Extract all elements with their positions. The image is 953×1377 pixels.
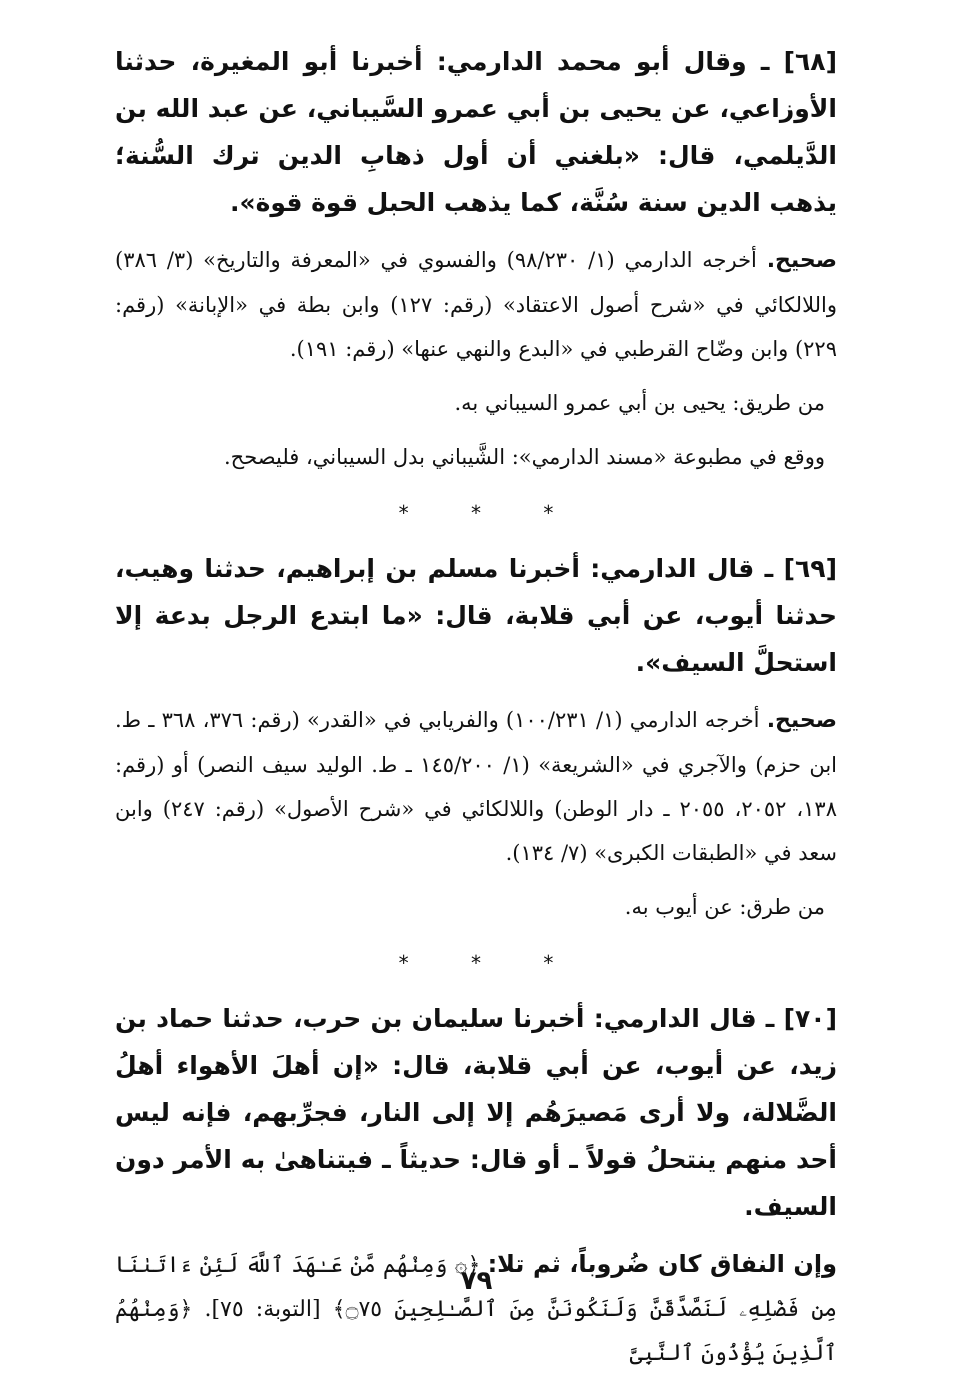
page-number: ٧٩: [460, 1266, 493, 1296]
hadith-68-correction-note: ووقع في مطبوعة «مسند الدارمي»: الشَّيباني بدل السيباني، فليصحح.: [224, 445, 825, 469]
hadith-70-text: [٧٠] ـ قال الدارمي: أخبرنا سليمان بن حرب، حدثنا حماد بن زيد، عن أيوب، عن أبي قلابة، قال: «إن أهلَ الأهواء أهلُ الضَّلالة، ولا أرى مَصيرَهُم إلا إلى النار، فجرِّبهم، فإنه ليس أحد منهم ينتحلُ قولاً ـ أو قال: حديثاً ـ فيتناهىٰ به الأمر دون السيف.: [115, 1004, 837, 1221]
hadith-69-text: [٦٩] ـ قال الدارمي: أخبرنا مسلم بن إبراهيم، حدثنا وهيب، حدثنا أيوب، عن أبي قلابة، قال: «ما ابتدع الرجل بدعة إلا استحلَّ السيف».: [115, 554, 837, 677]
section-separator: * * *: [398, 951, 582, 975]
quran-ayah-2: ﴿وَمِنْهُمُ ٱلَّذِينَ يُؤْذُونَ ٱلنَّبِىَّ: [115, 1297, 837, 1366]
verse-lead-text: وإن النفاق كان ضُروباً، ثم تلا:: [487, 1250, 837, 1278]
hadith-68-text: [٦٨] ـ وقال أبو محمد الدارمي: أخبرنا أبو المغيرة، حدثنا الأوزاعي، عن يحيى بن أبي عمرو السَّيباني، عن عبد الله بن الدَّيلمي، قال: «بلغني أن أول ذهابِ الدين ترك السُّنة؛ يذهب الدين سنة سُنَّة، كما يذهب الحبل قوة قوة».: [115, 47, 837, 217]
hadith-68-takhrij: [115, 238, 837, 371]
hadith-69-takhrij: [115, 698, 837, 875]
hadith-68-grade: صحيح.: [766, 248, 837, 273]
hadith-68-sources: أخرجه الدارمي (١/ ٩٨/٢٣٠) والفسوي في «المعرفة والتاريخ» (٣/ ٣٨٦) واللالكائي في «شرح أصول الاعتقاد» (رقم: ١٢٧) وابن بطة في «الإبانة» (رقم: ٢٢٩) وابن وضّاح القرطبي في «البدع والنهي عنها» (رقم: ١٩١).: [115, 248, 837, 361]
section-separator: * * *: [398, 501, 582, 525]
quran-ayah-reference: [التوبة: ٧٥].: [204, 1297, 321, 1322]
quran-verse-paragraph: [115, 1242, 837, 1376]
hadith-69-sources: أخرجه الدارمي (١/ ١٠٠/٢٣١) والفريابي في «القدر» (رقم: ٣٧٦، ٣٦٨ ـ ط. ابن حزم) والآجري في «الشريعة» (١/ ١٤٥/٢٠٠ ـ ط. الوليد سيف النصر) أو (رقم: ١٣٨، ٢٠٥٢، ٢٠٥٥ ـ دار الوطن) واللالكائي في «شرح الأصول» (رقم: ٢٤٧) وابن سعد في «الطبقات الكبرى» (٧/ ١٣٤).: [115, 708, 838, 865]
hadith-69-grade: صحيح.: [766, 708, 838, 733]
page-body: [115, 38, 837, 1376]
quran-ayah-1: ﴿۞ وَمِنْهُم مَّنْ عَـٰهَدَ ٱللَّهَ لَئِنْ ءَاتَىٰنَا مِن فَضْلِهِۦ لَنَصَّدَّقَنَّ وَلَنَكُونَنَّ مِنَ ٱلصَّـٰلِحِينَ ۝٧٥﴾: [115, 1253, 837, 1322]
hadith-68-chain-note: من طريق: يحيى بن أبي عمرو السيباني به.: [454, 391, 825, 415]
hadith-69-chain-note: من طرق: عن أيوب به.: [624, 895, 825, 919]
